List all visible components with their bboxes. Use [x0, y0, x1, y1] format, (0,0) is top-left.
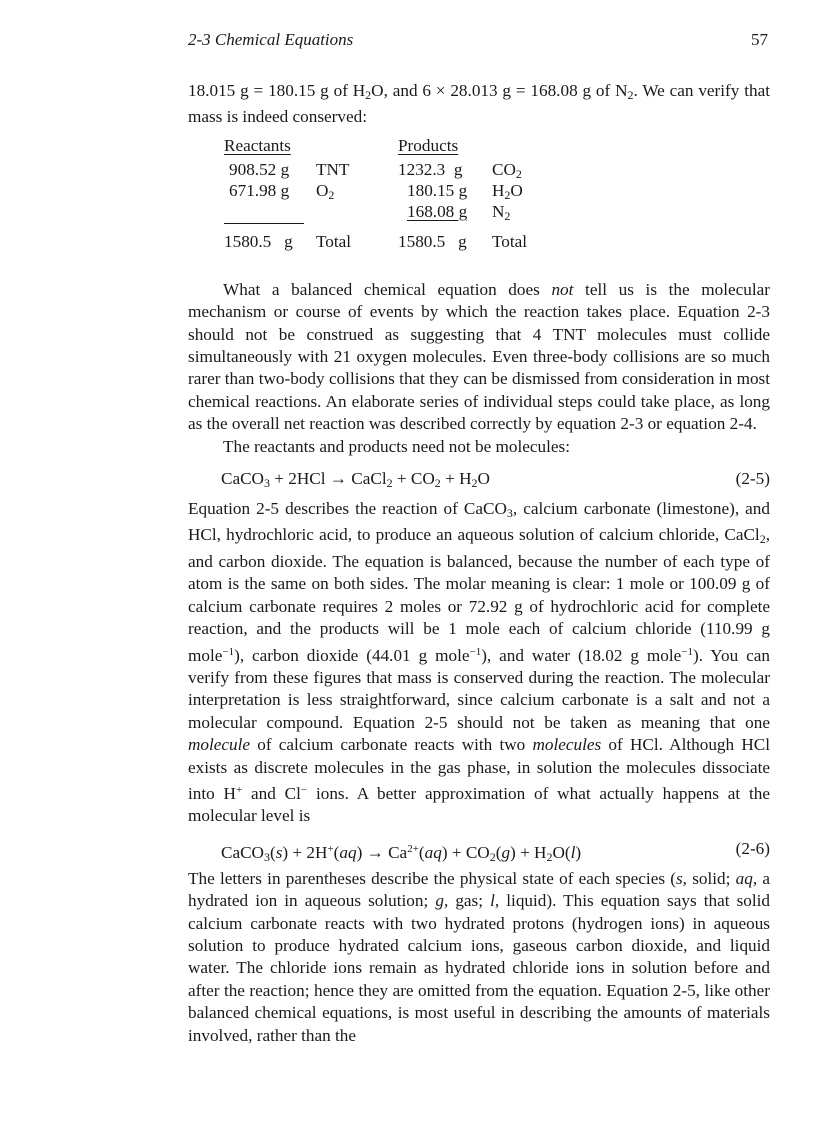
- paragraph-physical-states: The letters in parentheses describe the physical state of each species (s, solid; aq, a hydrated ion in aqueous solution; g, gas; l, liquid). This equation says that solid calcium carbonate reacts with two hydrated protons (hydrogen ions) in aqueous solution to produce hydrated calcium ions, gaseous carbon dioxide, and liquid water. The chloride ions remain as hydrated chloride ions in solution before and after the reaction; hence they are omitted from the equation. Equation 2-5, like other balanced chemical equations, is most useful in describing the amounts of materials involved, rather than the: [188, 868, 771, 1045]
- product-amount: 1232.3 g: [398, 159, 463, 179]
- running-title: 2-3 Chemical Equations: [188, 30, 354, 49]
- running-header: [188, 30, 768, 56]
- paragraph-reactants-not-molecules: The reactants and products need not be molecules:: [223, 436, 570, 456]
- products-header: Products: [398, 135, 459, 155]
- product-total-amount: 1580.5 g: [398, 231, 467, 251]
- equation-2-6-number: (2-6): [735, 838, 770, 858]
- reactant-sum-rule: [224, 223, 304, 224]
- equation-2-5-number: (2-5): [735, 469, 770, 489]
- product-amount: 180.15 g: [407, 180, 468, 200]
- reactant-species: TNT: [316, 159, 350, 179]
- reactant-amount: 671.98 g: [229, 180, 290, 200]
- reactant-total-amount: 1580.5 g: [224, 231, 293, 251]
- page-number: 57: [751, 30, 768, 49]
- paragraph-equation-2-5-description: Equation 2-5 describes the reaction of CaCO3, calcium carbonate (limestone), and HCl, hydrochloric acid, to produce an aqueous solution of calcium chloride, CaCl2, and carbon dioxide. The equation is balanced, because the number of each type of atom is the same on both sides. The molar meaning is clear: 1 mole or 100.09 g of calcium carbonate requires 2 moles or 72.92 g of hydrochloric acid for complete reaction, and the products will be 1 mole each of calcium chloride (110.99 g mole$^{-1}$), carbon dioxide (44.01 g mole$^{-1}$), and water (18.02 g mole$^{-1}$). You can verify from these figures that mass is conserved during the reaction. The molecular interpretation is less straightforward, since calcium carbonate is a salt and not a molecular compound. Equation 2-5 should not be taken as meaning that one molecule of calcium carbonate reacts with two molecules of HCl. Although HCl exists as discrete molecules in the gas phase, in solution the molecules dissociate into H+ and Cl− ions. A better approximation of what actually happens at the molecular level is: [188, 499, 770, 826]
- equation-2-6: [188, 834, 770, 864]
- product-total-label: Total: [492, 231, 528, 251]
- product-species: CO2: [492, 159, 522, 181]
- product-species: H2O: [492, 180, 523, 202]
- reactant-species: O2: [316, 180, 335, 202]
- paragraph-molecular-mechanism: What a balanced chemical equation does not tell us is the molecular mechanism or course of events by which the reaction takes place. Equation 2-3 should not be construed as suggesting that 4 TNT molecules must collide simultaneously with 21 oxygen molecules. Even three-body collisions are so much rarer than two-body collisions that they can be dismissed from consideration in most chemical reactions. An elaborate series of individual steps could take place, as long as the overall net reaction was described correctly by equation 2-3 or equation 2-4.: [188, 279, 770, 434]
- equation-2-5-formula: CaCO3 + 2HCl → CaCl2 + CO2 + H2O: [221, 469, 490, 491]
- equation-2-6-formula: CaCO3(s) + $2H^+(aq) \to Ca^{2+}(aq) + CO2(g) + H2O(l)$: [221, 842, 582, 864]
- product-amount: 168.08 g: [407, 201, 468, 221]
- reactants-header: Reactants: [224, 135, 291, 155]
- equation-2-5: [188, 464, 770, 494]
- body-text: [188, 80, 770, 1047]
- product-species: N2: [492, 201, 511, 223]
- reactant-amount: 908.52 g: [229, 159, 290, 179]
- reactant-total-label: Total: [316, 231, 352, 251]
- intro-paragraph: 18.015 g = 180.15 g of H2O, and 6 × 28.013 g = 168.08 g of N2. We can verify that mass is indeed conserved:: [188, 81, 770, 127]
- mass-balance-table: [188, 135, 770, 271]
